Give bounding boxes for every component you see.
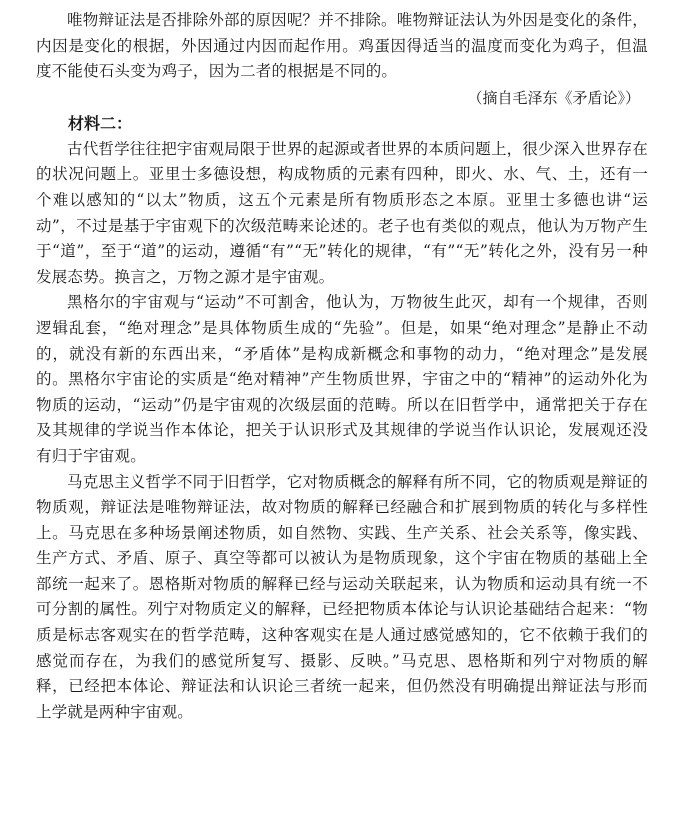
paragraph-ancient-philosophy: 古代哲学往往把宇宙观局限于世界的起源或者世界的本质问题上，很少深入世界存在的状况问题上。亚里士多德设想，构成物质的元素有四种，即火、水、气、土，还有一个难以感知的“以太”物质，这五个元素是所有物质形态之本原。亚里士多德也讲“运动”，不过是基于宇宙观下的次级范畴来论述的。老子也有类似的观点，他认为万物产生于“道”，至于“道”的运动，遵循“有”“无”转化的规律，“有”“无”转化之外，没有另一种发展态势。换言之，万物之源才是宇宙观。: [36, 139, 648, 286]
document-page: [36, 8, 648, 725]
paragraph-cause: 唯物辩证法是否排除外部的原因呢？并不排除。唯物辩证法认为外因是变化的条件，内因是变化的根据，外因通过内因而起作用。鸡蛋因得适当的温度而变化为鸡子，但温度不能使石头变为鸡子，因为二者的根据是不同的。: [36, 11, 648, 81]
section-heading-material-two: 材料二：: [68, 113, 133, 133]
paragraph-hegel: 黑格尔的宇宙观与“运动”不可割舍，他认为，万物彼生此灭，却有一个规律，否则逻辑乱套，“绝对理念”是具体物质生成的“先验”。但是，如果“绝对理念”是静止不动的，就没有新的东西出来，“矛盾体”是构成新概念和事物的动力，“绝对理念”是发展的。黑格尔宇宙论的实质是“绝对精神”产生物质世界，宇宙之中的“精神”的运动外化为物质的运动，“运动”仍是宇宙观的次级层面的范畴。所以在旧哲学中，通常把关于存在及其规律的学说当作本体论，把关于认识形式及其规律的学说当作认识论，发展观还没有归于宇宙观。: [36, 293, 648, 465]
paragraph-marxism: 马克思主义哲学不同于旧哲学，它对物质概念的解释有所不同，它的物质观是辩证的物质观，辩证法是唯物辩证法，故对物质的解释已经融合和扩展到物质的转化与多样性上。马克思在多种场景阐述物质，如自然物、实践、生产关系、社会关系等，像实践、生产方式、矛盾、原子、真空等都可以被认为是物质现象，这个宇宙在物质的基础上全部统一起来了。恩格斯对物质的解释已经与运动关联起来，认为物质和运动具有统一不可分割的属性。列宁对物质定义的解释，已经把物质本体论与认识论基础结合起来：“物质是标志客观实在的哲学范畴，这种客观实在是人通过感觉感知的，它不依赖于我们的感觉而存在，为我们的感觉所复写、摄影、反映。”马克思、恩格斯和列宁对物质的解释，已经把本体论、辩证法和认识论三者统一起来，但仍然没有明确提出辩证法与形而上学就是两种宇宙观。: [36, 472, 648, 721]
source-citation: （摘自毛泽东《矛盾论》）: [467, 88, 640, 107]
